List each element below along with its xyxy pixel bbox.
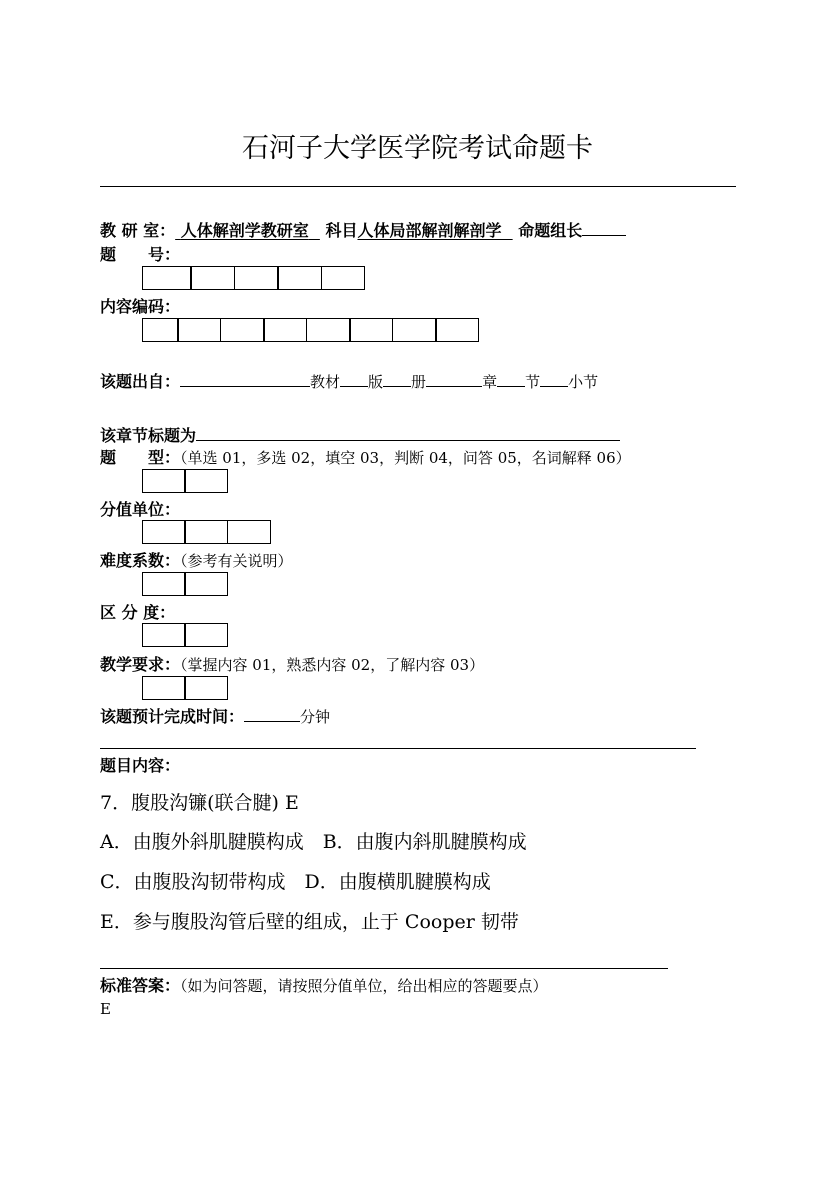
qtype-boxes[interactable] xyxy=(143,469,228,493)
requirement-boxes[interactable] xyxy=(143,676,228,700)
discrimination-label: 区 分 度： xyxy=(100,603,176,622)
answer-row xyxy=(100,973,548,996)
content-code-label: 内容编码： xyxy=(100,297,181,316)
qno-boxes[interactable] xyxy=(143,266,365,290)
qtype-label: 题 型： xyxy=(100,448,181,467)
option-line-cd: C．由腹股沟韧带构成 D．由腹横肌腱膜构成 xyxy=(100,871,491,893)
answer-label: 标准答案： xyxy=(100,976,181,995)
header-row xyxy=(100,218,626,241)
source-volume: 册 xyxy=(411,373,427,391)
qtype-row xyxy=(100,445,631,468)
source-row xyxy=(100,369,598,392)
chapter-title-label: 该章节标题为 xyxy=(100,426,197,445)
page-title: 石河子大学医学院考试命题卡 xyxy=(242,133,593,164)
option-line-ab: A．由腹外斜肌腱膜构成 B．由腹内斜肌腱膜构成 xyxy=(100,831,527,853)
question-label: 题目内容： xyxy=(100,756,181,775)
score-unit-boxes[interactable] xyxy=(143,520,271,544)
source-blank[interactable] xyxy=(180,372,310,387)
option-line-e: E．参与腹股沟管后壁的组成，止于 Cooper 韧带 xyxy=(100,911,519,933)
subject-value: 人体局部解剖解剖学 xyxy=(357,221,502,240)
source-edition: 版 xyxy=(368,373,384,391)
question-stem: 7．腹股沟镰(联合腱) E xyxy=(100,792,299,814)
leader-label: 命题组长 xyxy=(518,221,583,240)
requirement-note: （掌握内容 01，熟悉内容 02，了解内容 03） xyxy=(180,656,485,674)
answer-value: E xyxy=(100,1000,111,1018)
qno-label: 题 号： xyxy=(100,245,181,264)
difficulty-note: （参考有关说明） xyxy=(180,552,293,570)
requirement-label: 教学要求： xyxy=(100,655,181,674)
chapter-title-row xyxy=(100,423,620,446)
dept-value: 人体解剖学教研室 xyxy=(180,221,309,240)
leader-blank[interactable] xyxy=(582,221,626,236)
difficulty-label: 难度系数： xyxy=(100,551,181,570)
answer-note: （如为问答题，请按照分值单位，给出相应的答题要点） xyxy=(180,977,548,995)
source-section: 节 xyxy=(525,373,541,391)
difficulty-row xyxy=(100,548,293,571)
source-label: 该题出自： xyxy=(100,372,181,391)
requirement-row xyxy=(100,652,484,675)
difficulty-boxes[interactable] xyxy=(143,572,228,596)
score-unit-label: 分值单位： xyxy=(100,500,181,519)
content-code-boxes[interactable] xyxy=(143,318,479,342)
time-row xyxy=(100,704,330,727)
chapter-title-blank[interactable] xyxy=(196,426,620,441)
title-divider xyxy=(100,186,736,187)
time-label: 该题预计完成时间： xyxy=(100,707,245,726)
source-chapter: 章 xyxy=(482,373,498,391)
source-subsection: 小节 xyxy=(568,373,599,391)
dept-label: 教 研 室： xyxy=(100,221,176,240)
discrimination-boxes[interactable] xyxy=(143,623,228,647)
qtype-note: （单选 01，多选 02，填空 03，判断 04，问答 05，名词解释 06） xyxy=(180,449,631,467)
source-textbook: 教材 xyxy=(310,373,341,391)
answer-divider xyxy=(100,968,668,969)
time-unit: 分钟 xyxy=(300,708,331,726)
subject-label: 科目 xyxy=(325,221,358,240)
question-divider xyxy=(100,748,696,749)
time-blank[interactable] xyxy=(244,707,300,722)
